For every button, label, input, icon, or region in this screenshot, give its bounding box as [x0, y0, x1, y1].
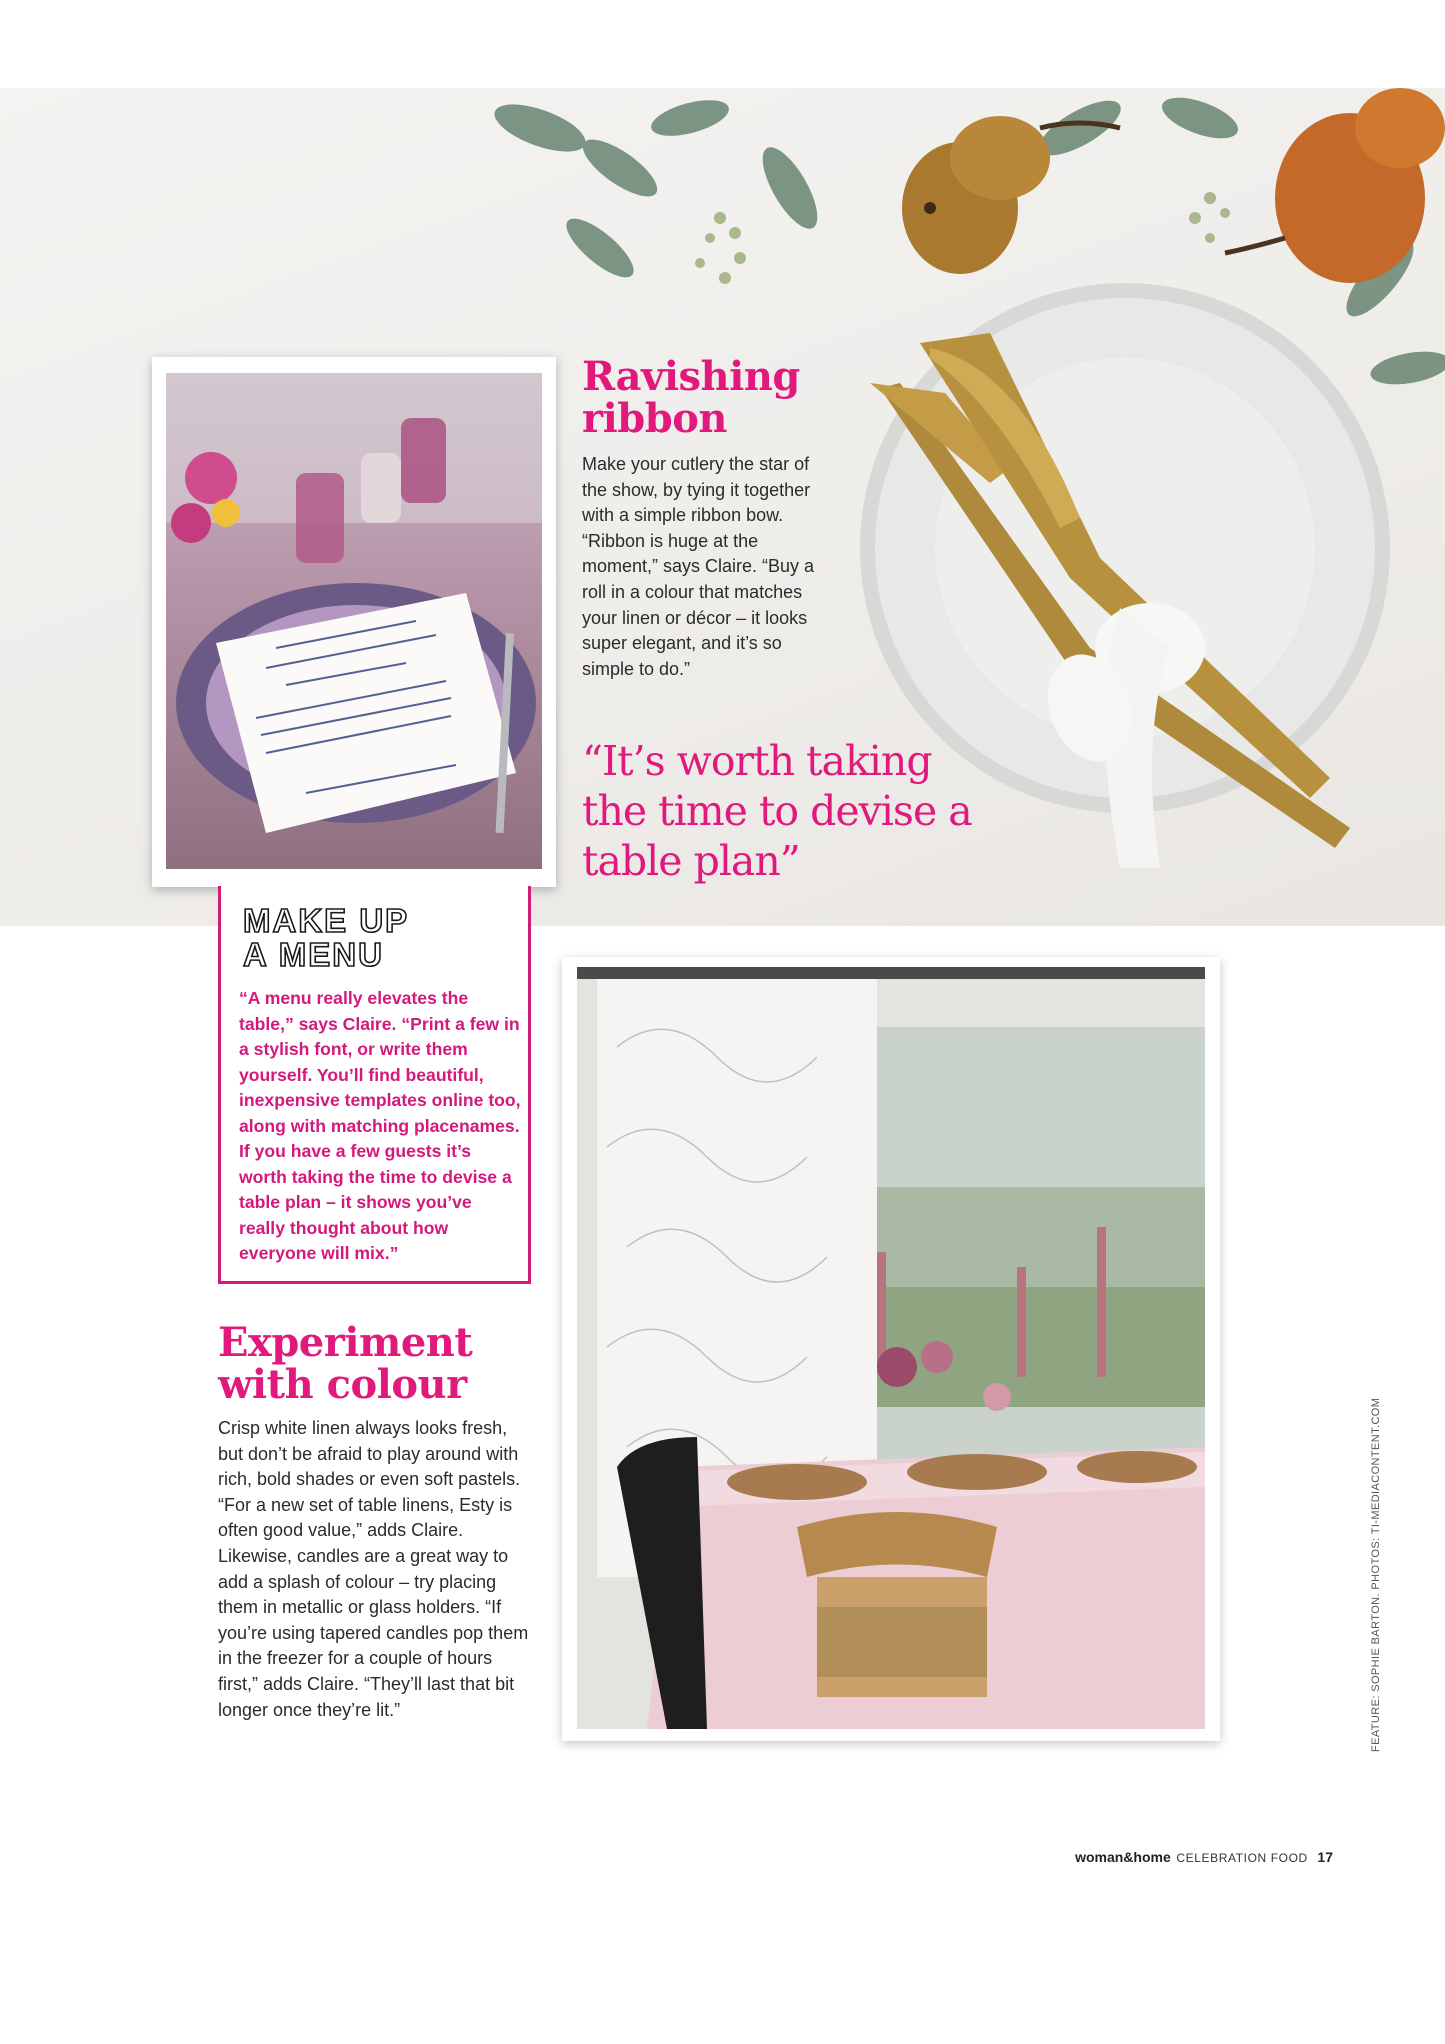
page-footer — [1075, 1849, 1333, 1865]
menu-heading-line1: MAKE UP — [243, 902, 410, 939]
dining-photo-card — [562, 957, 1220, 1741]
menu-photo — [166, 373, 542, 869]
photo-credit: FEATURE: SOPHIE BARTON. PHOTOS: TI-MEDIACONTENT.COM — [1370, 1397, 1382, 1752]
footer-section: CELEBRATION FOOD — [1176, 1851, 1308, 1865]
page-number: 17 — [1317, 1849, 1333, 1865]
ribbon-heading: Ravishing ribbon — [582, 353, 800, 442]
colour-heading: Experiment with colour — [218, 1319, 473, 1408]
make-up-a-menu-box — [218, 886, 531, 1284]
menu-photo-card — [152, 357, 556, 887]
menu-box-body: “A menu really elevates the table,” says Claire. “Print a few in a stylish font, or write them yourself. You’ll find beautiful, inexpensive templates online too, along with matching placenames. If you have a few guests it’s worth taking the time to devise a table plan – it shows you’ve really thought about how everyone will mix.” — [239, 988, 521, 1263]
ribbon-body: Make your cutlery the star of the show, by tying it together with a simple ribbon bow. “Ribbon is huge at the moment,” says Claire. “Buy a roll in a colour that matches your linen or décor – it looks super elegant, and it’s so simple to do.” — [582, 454, 815, 679]
colour-body: Crisp white linen always looks fresh, but don’t be afraid to play around with rich, bold shades or even soft pastels. “For a new set of table linens, Esty is often good value,” adds Claire. Likewise, candles are a great way to add a splash of colour – try placing them in metallic or glass holders. “If you’re using tapered candles pop them in the freezer for a couple of hours first,” adds Claire. “They’ll last that bit longer once they’re lit.” — [218, 1418, 529, 1720]
footer-brand: woman&home — [1075, 1849, 1171, 1865]
dining-photo — [577, 967, 1205, 1729]
menu-box-heading — [243, 904, 503, 972]
menu-heading-line2: A MENU — [243, 936, 384, 973]
menu-card-illustration — [166, 373, 542, 869]
dining-table-illustration — [577, 967, 1205, 1729]
pull-quote: “It’s worth taking the time to devise a table plan” — [582, 737, 972, 885]
